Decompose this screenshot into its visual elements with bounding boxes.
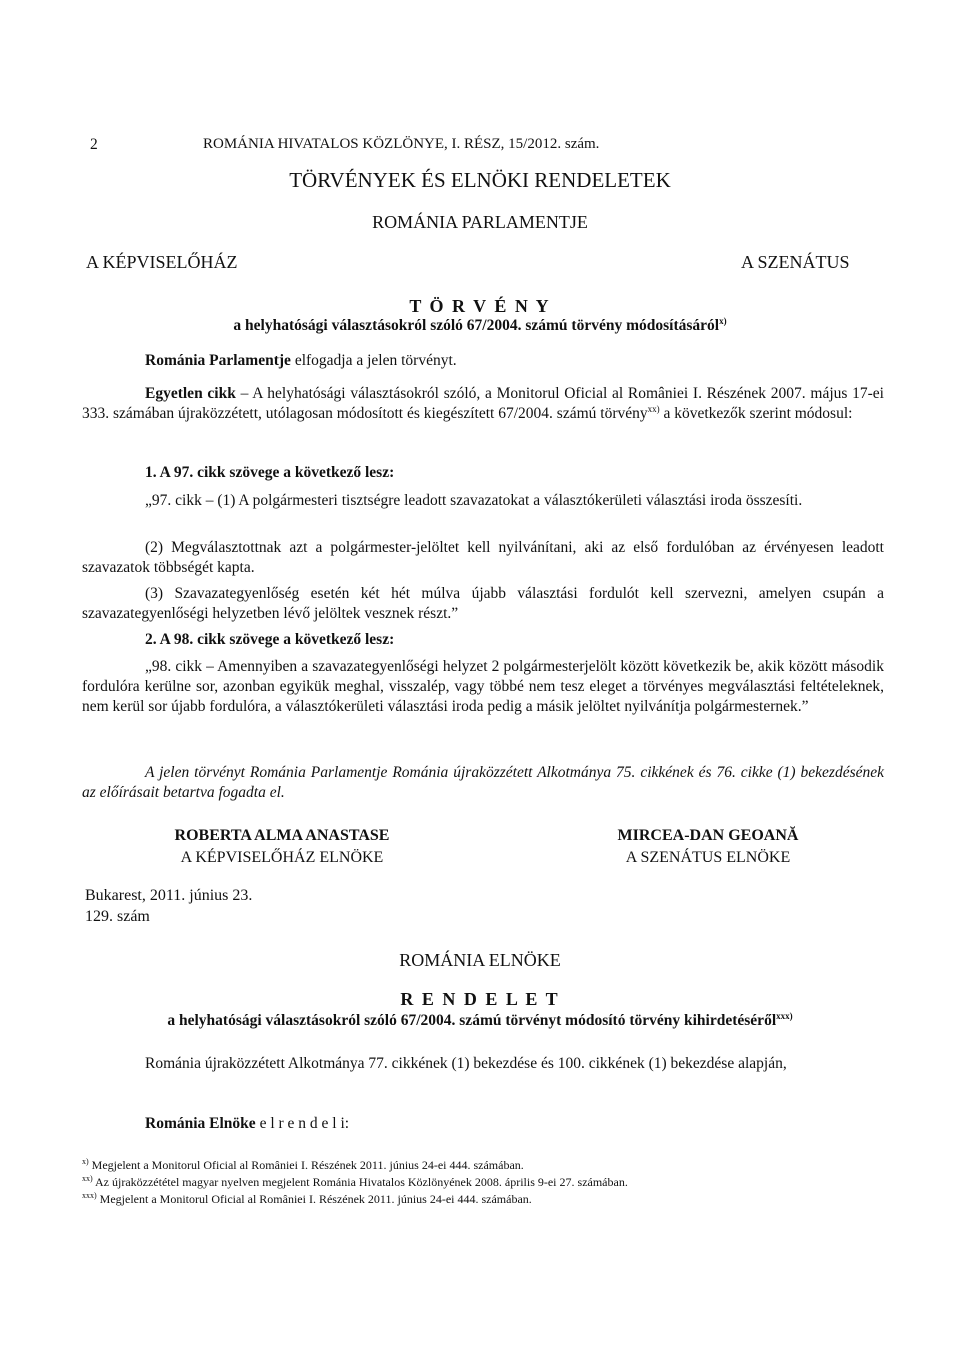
footnote-2 [82, 1175, 628, 1190]
law-subtitle-text: a helyhatósági választásokról szóló 67/2004. számú törvény módosításáról [233, 317, 720, 334]
adoption-line [145, 351, 947, 371]
signatory-title-right: A SZENÁTUS ELNÖKE [625, 849, 791, 866]
footnote-ref: x) [719, 315, 727, 326]
article-97-paragraph-2: (2) Megválasztottnak azt a polgármester-jelöltet kell nyilvánítani, aki az első fordulóban az érvényesen leadott szavazatok többségét kapta. [82, 539, 884, 576]
decides-bold: Románia Elnöke [145, 1115, 256, 1132]
running-title: ROMÁNIA HIVATALOS KÖZLÖNYE, I. RÉSZ, 15/2012. szám. [203, 136, 600, 152]
chamber-right: A SZENÁTUS [741, 252, 850, 272]
footnote-1 [82, 1158, 524, 1173]
footnote-mark: xx) [82, 1174, 93, 1183]
decree-heading: R E N D E L E T [400, 989, 560, 1009]
signatory-name-right: MIRCEA-DAN GEOANĂ [617, 827, 799, 844]
law-heading: T Ö R V É N Y [409, 296, 551, 316]
article-97-paragraph-1: „97. cikk – (1) A polgármesteri tisztségre leadott szavazatokat a választókerületi választási iroda összesíti. [145, 492, 803, 509]
single-article [82, 384, 884, 424]
adoption-rest: elfogadja a jelen törvényt. [290, 352, 457, 369]
footnote-mark: x) [82, 1157, 89, 1166]
page-number: 2 [90, 136, 98, 153]
footnote-ref: xxx) [776, 1010, 793, 1021]
article-98: „98. cikk – Amennyiben a szavazategyenlőségi helyzet 2 polgármesterjelölt között következik be, akik között második fordulóra kerülne sor, azonban egyikük meghal, visszalép, vagy többé nem tesz eleget a törvényes megválasztási feltételeknek, nem kerül sor újabb fordulóra, a választókerületi választási iroda pedig a másik jelöltet nyilvánítja polgármesternek.” [82, 658, 884, 715]
footnote-ref: xx) [647, 403, 660, 414]
signature-right [538, 825, 878, 869]
decree-subtitle-text: a helyhatósági választásokról szóló 67/2004. számú törvényt módosító törvény kihirdetéséről [167, 1012, 777, 1029]
decree-subtitle [0, 1012, 960, 1030]
law-number: 129. szám [85, 908, 150, 925]
section-title: TÖRVÉNYEK ÉS ELNÖKI RENDELETEK [289, 168, 671, 192]
closing-clause: A jelen törvényt Románia Parlamentje Románia újraközzétett Alkotmánya 75. cikkének és 76. cikke (1) bekezdésének az előírásait betartva fogadta el. [82, 764, 884, 801]
point-1: 1. A 97. cikk szövege a következő lesz: [145, 464, 395, 481]
place-date: Bukarest, 2011. június 23. [85, 887, 253, 904]
signature-left [112, 825, 452, 869]
decides-rest: e l r e n d e l i: [255, 1115, 350, 1132]
law-subtitle [0, 317, 960, 335]
single-article-text-a: – A helyhatósági választásokról szóló, a Monitorul Oficial al României I. Részének 2007. május 17-ei 333. számában újraközzétett, utólagosan módosított és kiegészített 67/2004. számú törvény [82, 385, 884, 422]
article-97-paragraph-3: (3) Szavazategyenlőség esetén két hét múlva újabb választási fordulót kell szervezni, amelyen csupán a szavazategyenlőségi helyzetben lévő jelöltek vesznek részt.” [82, 585, 884, 622]
signatory-title-left: A KÉPVISELŐHÁZ ELNÖKE [180, 849, 384, 866]
single-article-label: Egyetlen cikk [145, 385, 236, 402]
parliament-title: ROMÁNIA PARLAMENTJE [372, 212, 588, 232]
signatory-name-left: ROBERTA ALMA ANASTASE [174, 827, 390, 844]
point-2: 2. A 98. cikk szövege a következő lesz: [145, 631, 395, 648]
decree-basis: Románia újraközzétett Alkotmánya 77. cikkének (1) bekezdése és 100. cikkének (1) bekezdése alapján, [145, 1055, 787, 1072]
decree-decides [82, 1114, 884, 1134]
single-article-text-b: a következők szerint módosul: [659, 405, 853, 422]
chamber-left: A KÉPVISELŐHÁZ [86, 252, 238, 272]
footnote-text: Megjelent a Monitorul Oficial al României I. Részének 2011. június 24-ei 444. számában. [88, 1158, 524, 1172]
footnote-3 [82, 1192, 532, 1207]
adoption-bold: Románia Parlamentje [145, 352, 291, 369]
footnote-mark: xxx) [82, 1191, 97, 1200]
footnote-text: Az újraközzététel magyar nyelven megjelent Románia Hivatalos Közlönyének 2008. április 9-ei 27. számában. [92, 1175, 628, 1189]
footnote-text: Megjelent a Monitorul Oficial al României I. Részének 2011. június 24-ei 444. számában. [96, 1192, 532, 1206]
decree-issuer: ROMÁNIA ELNÖKE [399, 950, 561, 970]
